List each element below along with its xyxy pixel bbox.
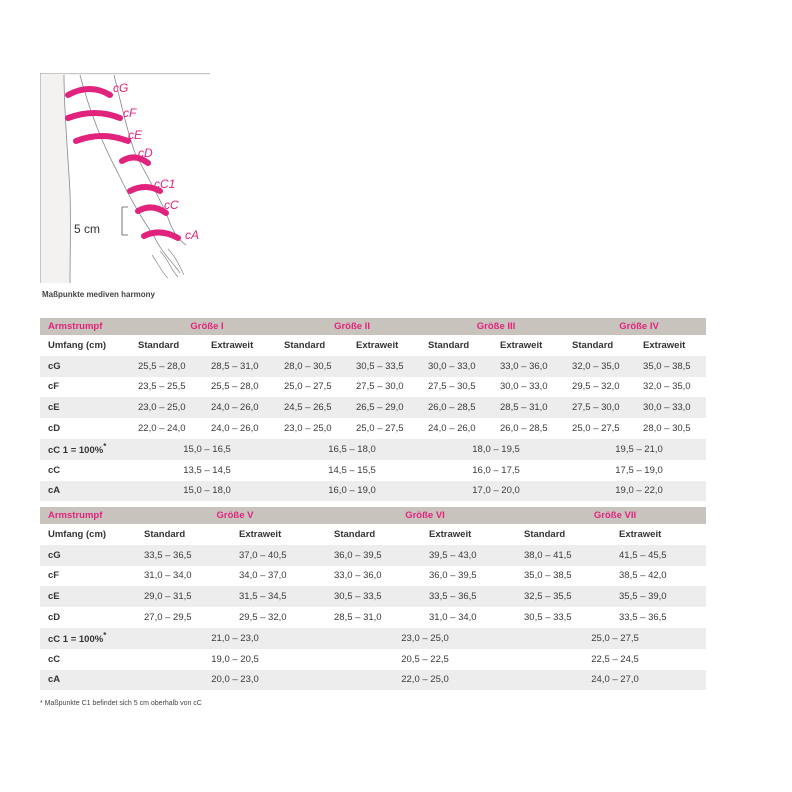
table-cell: 33,5 – 36,5 — [619, 612, 667, 624]
table-cell: 41,5 – 45,5 — [611, 545, 706, 566]
table-cell: 29,5 – 32,0 — [239, 612, 287, 624]
size-header: Größe II — [276, 318, 420, 335]
table-cell: 28,5 – 31,0 — [334, 612, 382, 624]
standard-header: Standard — [334, 528, 376, 540]
table-cell: 30,5 – 33,5 — [326, 586, 421, 607]
table-cell: 13,5 – 14,5 — [183, 464, 231, 476]
table-cell: 24,5 – 26,5 — [276, 397, 348, 418]
footnote: * Maßpunkte C1 befindet sich 5 cm oberhalb von cC — [40, 700, 202, 707]
table-header-row — [40, 507, 706, 524]
table-cell: 28,0 – 30,5 — [276, 356, 348, 377]
table-cell: 18,0 – 19,5 — [420, 439, 564, 460]
table-cell: 16,0 – 19,0 — [276, 481, 420, 502]
table-cell: 15,0 – 16,5 — [130, 439, 276, 460]
table-cell: 23,0 – 25,0 — [284, 423, 332, 435]
table-cell: 17,5 – 19,0 — [615, 464, 663, 476]
umfang-label: Umfang (cm) — [48, 528, 107, 540]
footnote-marker: * — [103, 631, 107, 641]
table-subheader-row — [40, 335, 706, 356]
point-label-cc: cC — [164, 198, 179, 212]
table-cell: 20,0 – 23,0 — [136, 670, 326, 691]
extraweit-header: Extraweit — [500, 339, 543, 351]
table-cell: 39,5 – 43,0 — [421, 545, 516, 566]
table-row — [40, 628, 706, 649]
table-cell: 26,0 – 28,5 — [420, 397, 492, 418]
table-cell: 26,0 – 28,5 — [500, 423, 548, 435]
row-label: cD — [48, 612, 61, 624]
standard-header: Standard — [144, 528, 186, 540]
table-cell: 28,0 – 30,5 — [643, 423, 691, 435]
table-cell: 15,0 – 18,0 — [130, 481, 276, 502]
table-cell: 25,0 – 27,5 — [516, 628, 706, 649]
table-cell: 22,0 – 25,0 — [326, 670, 516, 691]
table-cell: 30,0 – 33,0 — [420, 356, 492, 377]
table-cell: 37,0 – 40,5 — [231, 545, 326, 566]
table-cell: 33,5 – 36,5 — [421, 586, 516, 607]
row-label: cA — [40, 670, 136, 691]
extraweit-header: Extraweit — [643, 339, 686, 351]
standard-header: Standard — [428, 339, 470, 351]
point-label-ce: cE — [128, 128, 143, 142]
table-row — [40, 460, 706, 481]
size-header: Größe I — [130, 318, 276, 335]
table-row — [40, 377, 706, 398]
table-cell: 32,0 – 35,0 — [643, 381, 691, 393]
table-cell: 31,0 – 34,0 — [144, 570, 192, 582]
size-header: Größe IV — [564, 318, 706, 335]
size-table-2 — [40, 507, 706, 690]
table-cell: 28,5 – 31,0 — [492, 397, 564, 418]
arm-measurement-illustration — [40, 73, 210, 283]
table-row — [40, 356, 706, 377]
illustration-caption: Maßpunkte mediven harmony — [42, 290, 155, 299]
table-cell: 24,0 – 27,0 — [516, 670, 706, 691]
extraweit-header: Extraweit — [429, 528, 472, 540]
table-cell: 38,5 – 42,0 — [619, 570, 667, 582]
row-label: cE — [40, 586, 136, 607]
table-cell: 27,5 – 30,5 — [428, 381, 476, 393]
table-cell: 34,0 – 37,0 — [239, 570, 287, 582]
umfang-label: Umfang (cm) — [48, 339, 107, 351]
table-cell: 30,5 – 33,5 — [348, 356, 420, 377]
size-header: Größe VI — [326, 507, 516, 524]
table-cell: 24,0 – 26,0 — [428, 423, 476, 435]
table-cell: 20,5 – 22,5 — [401, 653, 449, 665]
table-row — [40, 649, 706, 670]
table-cell: 25,0 – 27,5 — [356, 423, 404, 435]
table-cell: 32,5 – 35,5 — [516, 586, 611, 607]
table-cell: 30,0 – 33,0 — [635, 397, 706, 418]
table-cell: 31,0 – 34,0 — [429, 612, 477, 624]
product-label: Armstrumpf — [40, 318, 130, 335]
extraweit-header: Extraweit — [211, 339, 254, 351]
table-header-row — [40, 318, 706, 335]
table-cell: 33,0 – 36,0 — [334, 570, 382, 582]
footnote-marker: * — [103, 442, 107, 452]
size-header: Größe V — [136, 507, 326, 524]
row-label: cF — [48, 381, 60, 393]
table-cell: 25,0 – 27,5 — [572, 423, 620, 435]
table-cell: 14,5 – 15,5 — [328, 464, 376, 476]
table-cell: 26,5 – 29,0 — [348, 397, 420, 418]
point-label-ca: cA — [185, 228, 200, 242]
table-cell: 27,5 – 30,0 — [564, 397, 635, 418]
table-row — [40, 566, 706, 587]
table-cell: 25,0 – 27,5 — [284, 381, 332, 393]
table-cell: 33,0 – 36,0 — [492, 356, 564, 377]
row-label: cG — [40, 356, 130, 377]
table-cell: 24,0 – 26,0 — [211, 423, 259, 435]
table-cell: 19,0 – 22,0 — [564, 481, 706, 502]
table-row — [40, 545, 706, 566]
row-label: cE — [40, 397, 130, 418]
table-cell: 24,0 – 26,0 — [203, 397, 276, 418]
table-row — [40, 439, 706, 460]
row-label: cF — [48, 570, 60, 582]
row-label: cD — [48, 423, 61, 435]
table-row — [40, 418, 706, 439]
table-cell: 31,5 – 34,5 — [231, 586, 326, 607]
table-cell: 29,5 – 32,0 — [572, 381, 620, 393]
table-cell: 38,0 – 41,5 — [516, 545, 611, 566]
table-cell: 19,0 – 20,5 — [211, 653, 259, 665]
extraweit-header: Extraweit — [619, 528, 662, 540]
extraweit-header: Extraweit — [356, 339, 399, 351]
table-row — [40, 481, 706, 502]
table-cell: 16,5 – 18,0 — [276, 439, 420, 460]
table-cell: 17,0 – 20,0 — [420, 481, 564, 502]
row-label — [40, 439, 130, 460]
table-cell: 33,5 – 36,5 — [136, 545, 231, 566]
table-cell: 30,0 – 33,0 — [500, 381, 548, 393]
product-label: Armstrumpf — [40, 507, 136, 524]
table-cell: 36,0 – 39,5 — [326, 545, 421, 566]
row-label: cC — [48, 653, 61, 665]
table-subheader-row — [40, 524, 706, 545]
table-cell: 22,5 – 24,5 — [591, 653, 639, 665]
extraweit-header: Extraweit — [239, 528, 282, 540]
table-cell: 27,5 – 30,0 — [356, 381, 404, 393]
standard-header: Standard — [284, 339, 326, 351]
row-label-text: cC 1 = 100% — [48, 445, 104, 457]
measure-label: 5 cm — [74, 222, 101, 236]
point-label-cd: cD — [138, 146, 153, 160]
row-label-text: cC 1 = 100% — [48, 634, 104, 646]
table-cell: 35,5 – 39,0 — [611, 586, 706, 607]
table-cell: 32,0 – 35,0 — [564, 356, 635, 377]
table-cell: 35,0 – 38,5 — [524, 570, 572, 582]
size-header: Größe III — [420, 318, 564, 335]
row-label: cA — [40, 481, 130, 502]
size-header: Größe VII — [516, 507, 706, 524]
row-label: cC — [48, 464, 61, 476]
table-cell: 36,0 – 39,5 — [429, 570, 477, 582]
table-row — [40, 670, 706, 691]
table-row — [40, 397, 706, 418]
table-row — [40, 586, 706, 607]
table-cell: 23,0 – 25,0 — [130, 397, 203, 418]
table-cell: 16,0 – 17,5 — [472, 464, 520, 476]
point-label-cc1: cC1 — [154, 177, 176, 191]
table-cell: 25,5 – 28,0 — [211, 381, 259, 393]
standard-header: Standard — [138, 339, 180, 351]
table-row — [40, 607, 706, 628]
point-label-cf: cF — [123, 106, 137, 120]
table-cell: 25,5 – 28,0 — [130, 356, 203, 377]
point-label-cg: cG — [113, 81, 129, 95]
table-cell: 23,0 – 25,0 — [326, 628, 516, 649]
table-cell: 22,0 – 24,0 — [138, 423, 186, 435]
table-cell: 30,5 – 33,5 — [524, 612, 572, 624]
table-cell: 35,0 – 38,5 — [635, 356, 706, 377]
size-table-1 — [40, 318, 706, 501]
row-label: cG — [40, 545, 136, 566]
table-cell: 19,5 – 21,0 — [564, 439, 706, 460]
table-cell: 27,0 – 29,5 — [144, 612, 192, 624]
table-cell: 23,5 – 25,5 — [138, 381, 186, 393]
table-cell: 28,5 – 31,0 — [203, 356, 276, 377]
table-cell: 29,0 – 31,5 — [136, 586, 231, 607]
row-label — [40, 628, 136, 649]
standard-header: Standard — [524, 528, 566, 540]
standard-header: Standard — [572, 339, 614, 351]
table-cell: 21,0 – 23,0 — [136, 628, 326, 649]
